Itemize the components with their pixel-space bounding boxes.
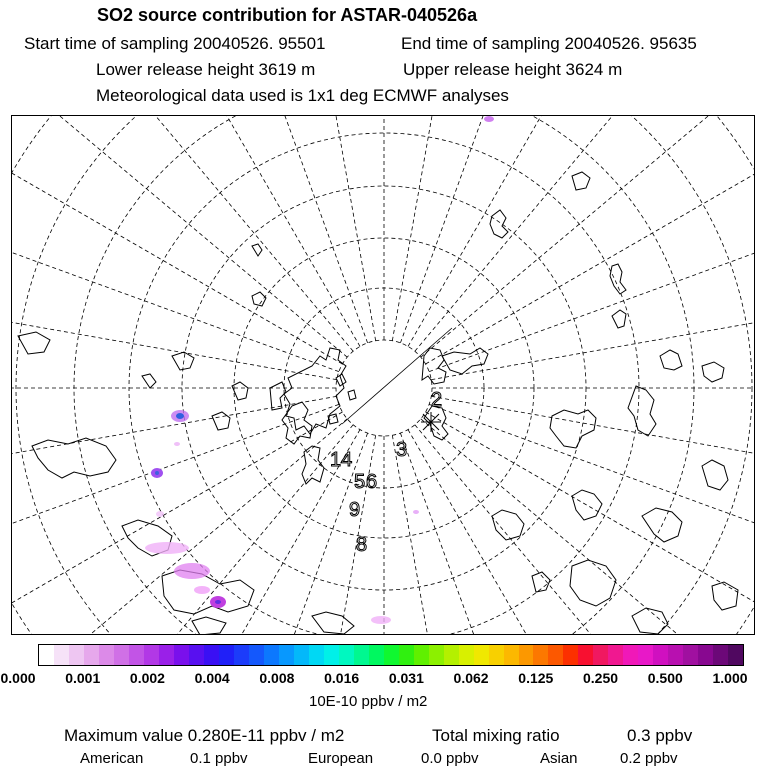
colorbar-tick-label: 0.004 bbox=[194, 670, 230, 686]
meteorological-data-label: Meteorological data used is 1x1 deg ECMWF analyses bbox=[96, 86, 509, 105]
colorbar-tick-label: 0.500 bbox=[647, 670, 683, 686]
graticule-lines bbox=[12, 116, 755, 635]
colorbar-cell bbox=[129, 645, 144, 665]
colorbar-cell bbox=[309, 645, 324, 665]
colorbar bbox=[38, 644, 744, 666]
max-value-label: Maximum value 0.280E-11 ppbv / m2 bbox=[64, 726, 345, 745]
colorbar-tick-label: 0.250 bbox=[583, 670, 619, 686]
colorbar-cell bbox=[638, 645, 653, 665]
colorbar-cell bbox=[174, 645, 189, 665]
colorbar-cell bbox=[608, 645, 623, 665]
colorbar-tick-label: 1.000 bbox=[712, 670, 748, 686]
colorbar-cell bbox=[713, 645, 728, 665]
colorbar-cell bbox=[324, 645, 339, 665]
american-label: American bbox=[80, 750, 144, 767]
colorbar-cell bbox=[563, 645, 578, 665]
colorbar-cell bbox=[593, 645, 608, 665]
colorbar-cell bbox=[504, 645, 519, 665]
colorbar-cell bbox=[384, 645, 399, 665]
american-value: 0.1 ppbv bbox=[190, 750, 248, 767]
start-time-label: Start time of sampling 20040526. 95501 bbox=[24, 34, 326, 53]
colorbar-cell bbox=[489, 645, 504, 665]
colorbar-tick-label: 0.002 bbox=[129, 670, 165, 686]
colorbar-cell bbox=[414, 645, 429, 665]
colorbar-cell bbox=[69, 645, 84, 665]
lower-release-height-label: Lower release height 3619 m bbox=[96, 60, 316, 79]
colorbar-cell bbox=[99, 645, 114, 665]
end-time-label: End time of sampling 20040526. 95635 bbox=[401, 34, 697, 53]
european-label: European bbox=[308, 750, 374, 767]
sample-marker-label: 5 bbox=[354, 471, 366, 493]
colorbar-tick-label: 0.031 bbox=[388, 670, 424, 686]
european-value: 0.0 ppbv bbox=[421, 750, 479, 767]
colorbar-cell bbox=[444, 645, 459, 665]
total-mixing-label: Total mixing ratio bbox=[432, 726, 560, 745]
sample-marker-label: 6 bbox=[366, 471, 378, 493]
colorbar-tick-label: 0.000 bbox=[0, 670, 36, 686]
colorbar-cell bbox=[354, 645, 369, 665]
colorbar-cell bbox=[204, 645, 219, 665]
colorbar-tick-label: 0.062 bbox=[453, 670, 489, 686]
colorbar-cell bbox=[159, 645, 174, 665]
colorbar-cell bbox=[399, 645, 414, 665]
colorbar-cell bbox=[519, 645, 534, 665]
colorbar-tick-label: 0.016 bbox=[324, 670, 360, 686]
sample-markers bbox=[330, 389, 442, 556]
colorbar-cell bbox=[728, 645, 743, 665]
sample-marker-label: 8 bbox=[356, 534, 368, 556]
colorbar-cell bbox=[39, 645, 54, 665]
total-mixing-value: 0.3 ppbv bbox=[627, 726, 693, 745]
colorbar-cell bbox=[683, 645, 698, 665]
colorbar-cell bbox=[144, 645, 159, 665]
colorbar-cell bbox=[578, 645, 593, 665]
colorbar-cell bbox=[668, 645, 683, 665]
colorbar-cell bbox=[533, 645, 548, 665]
coastlines bbox=[18, 172, 738, 635]
colorbar-cell bbox=[189, 645, 204, 665]
colorbar-cell bbox=[279, 645, 294, 665]
asian-value: 0.2 ppbv bbox=[620, 750, 678, 767]
colorbar-cell bbox=[698, 645, 713, 665]
colorbar-cell bbox=[474, 645, 489, 665]
colorbar-cell bbox=[459, 645, 474, 665]
colorbar-cell bbox=[653, 645, 668, 665]
colorbar-units: 10E-10 ppbv / m2 bbox=[309, 693, 428, 710]
map-title: SO2 source contribution for ASTAR-040526a bbox=[97, 5, 478, 25]
colorbar-cell bbox=[623, 645, 638, 665]
sample-marker-label: 14 bbox=[330, 449, 353, 471]
colorbar-cell bbox=[548, 645, 563, 665]
colorbar-cell bbox=[219, 645, 234, 665]
colorbar-cell bbox=[369, 645, 384, 665]
sample-marker-label: 9 bbox=[349, 499, 361, 521]
colorbar-cell bbox=[249, 645, 264, 665]
colorbar-tick-label: 0.008 bbox=[259, 670, 295, 686]
sample-marker-label: 3 bbox=[396, 439, 408, 461]
colorbar-tick-label: 0.001 bbox=[65, 670, 101, 686]
polar-map-canvas bbox=[12, 116, 755, 635]
colorbar-cell bbox=[339, 645, 354, 665]
polar-map bbox=[11, 115, 755, 635]
asian-label: Asian bbox=[540, 750, 578, 767]
upper-release-height-label: Upper release height 3624 m bbox=[403, 60, 623, 79]
colorbar-cell bbox=[54, 645, 69, 665]
sample-marker-label: 2 bbox=[431, 389, 443, 411]
colorbar-cell bbox=[84, 645, 99, 665]
release-point-marker bbox=[421, 412, 441, 432]
colorbar-cell bbox=[264, 645, 279, 665]
colorbar-tick-label: 0.125 bbox=[518, 670, 554, 686]
colorbar-cell bbox=[114, 645, 129, 665]
colorbar-cell bbox=[294, 645, 309, 665]
colorbar-cell bbox=[429, 645, 444, 665]
colorbar-cell bbox=[234, 645, 249, 665]
